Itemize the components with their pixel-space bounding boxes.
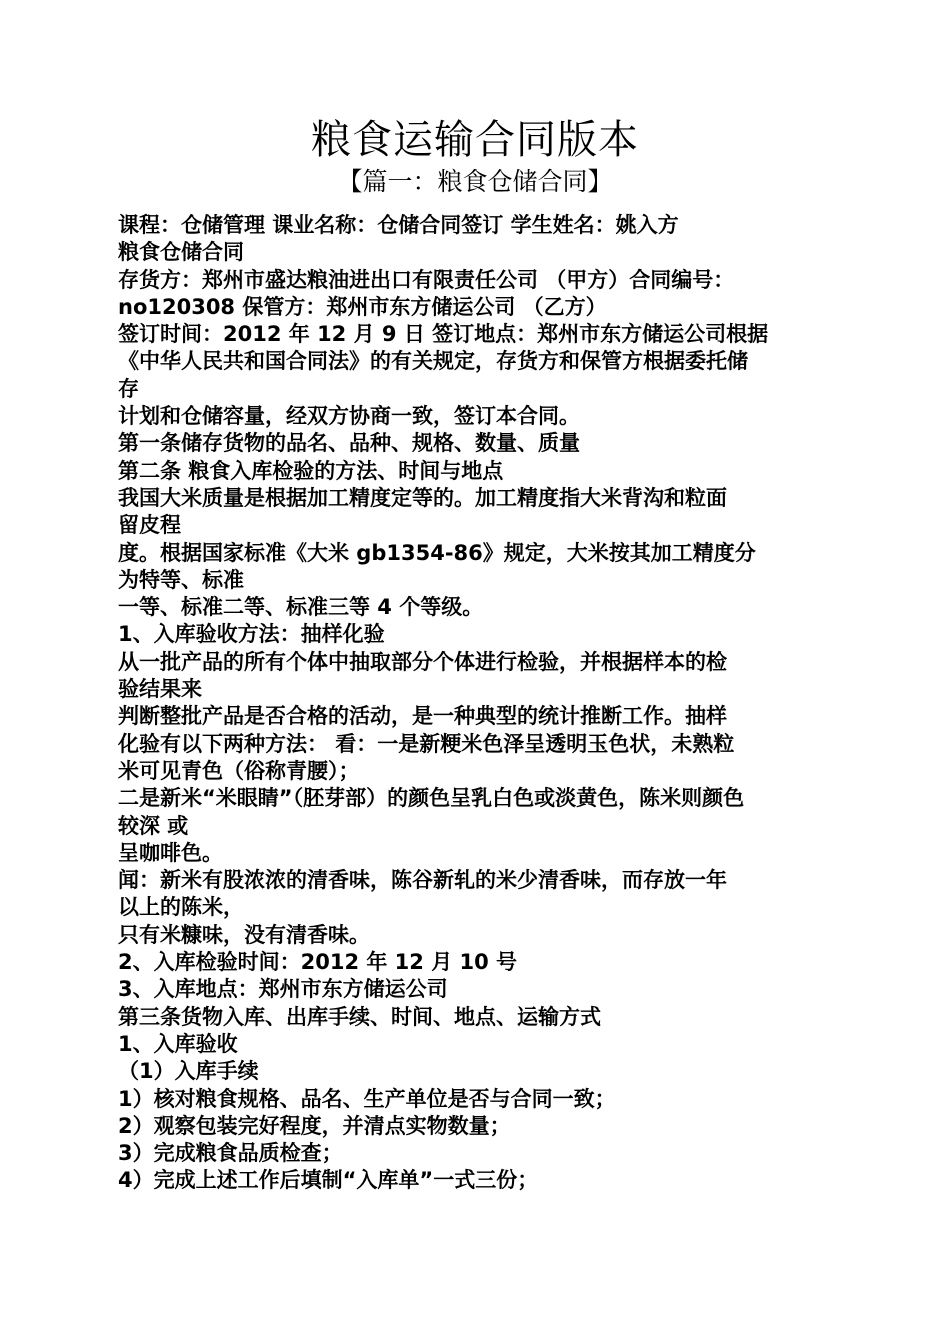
document-title: 粮食运输合同版本 <box>311 117 639 163</box>
body-line: 计划和仓储容量，经双方协商一致，签订本合同。 <box>118 404 580 429</box>
body-line: 我国大米质量是根据加工精度定等的。加工精度指大米背沟和粒面 <box>118 485 727 510</box>
body-line: 3、入库地点：郑州市东方储运公司 <box>118 977 448 1002</box>
body-line: 闻：新米有股浓浓的清香味，陈谷新轧的米少清香味，而存放一年 <box>118 868 727 893</box>
body-line: 3）完成粮食品质检查； <box>118 1141 343 1166</box>
body-line: 粮食仓储合同 <box>118 240 244 265</box>
body-line: 第三条货物入库、出库手续、时间、地点、运输方式 <box>118 1004 601 1029</box>
body-line: 从一批产品的所有个体中抽取部分个体进行检验，并根据样本的检 <box>118 649 727 674</box>
body-line: 1、入库验收 <box>118 1031 238 1056</box>
body-line: 只有米糠味，没有清香味。 <box>118 922 370 947</box>
document-body <box>118 212 838 1195</box>
body-line: 存货方：郑州市盛达粮油进出口有限责任公司 （甲方）合同编号： <box>118 267 735 292</box>
body-line: 课程：仓储管理 课业名称：仓储合同签订 学生姓名：姚入方 <box>118 213 679 237</box>
body-line: 《中华人民共和国合同法》的有关规定，存货方和保管方根据委托储 <box>118 349 748 374</box>
body-line: （1）入库手续 <box>118 1059 259 1084</box>
body-line: 二是新米“米眼睛”（胚芽部）的颜色呈乳白色或淡黄色，陈米则颜色 <box>118 786 745 811</box>
body-line: 存 <box>118 376 139 401</box>
body-line: 2）观察包装完好程度，并清点实物数量； <box>118 1113 511 1138</box>
body-line: 2、入库检验时间：2012 年 12 月 10 号 <box>118 950 518 975</box>
body-line: 1）核对粮食规格、品名、生产单位是否与合同一致； <box>118 1086 616 1111</box>
body-line: 1、入库验收方法：抽样化验 <box>118 622 385 647</box>
body-line: 判断整批产品是否合格的活动，是一种典型的统计推断工作。抽样 <box>118 704 727 729</box>
body-line: 以上的陈米， <box>118 895 244 920</box>
body-line: 4）完成上述工作后填制“入库单”一式三份； <box>118 1168 539 1193</box>
body-line: 第一条储存货物的品名、品种、规格、数量、质量 <box>118 431 580 456</box>
body-line: 第二条 粮食入库检验的方法、时间与地点 <box>118 458 504 483</box>
body-line: 呈咖啡色。 <box>118 840 223 865</box>
body-line: 一等、标准二等、标准三等 4 个等级。 <box>118 595 484 620</box>
body-line: 为特等、标准 <box>118 567 244 592</box>
body-line: no120308 保管方：郑州市东方储运公司 （乙方） <box>118 294 607 319</box>
body-line: 留皮程 <box>118 513 181 538</box>
document-subtitle: 【篇一：粮食仓储合同】 <box>337 167 613 196</box>
body-line: 较深 或 <box>118 813 189 838</box>
body-line: 化验有以下两种方法： 看：一是新粳米色泽呈透明玉色状，未熟粒 <box>118 731 735 756</box>
body-line: 验结果来 <box>118 677 202 702</box>
body-line: 米可见青色（俗称青腰）； <box>118 758 360 783</box>
body-line: 签订时间：2012 年 12 月 9 日 签订地点：郑州市东方储运公司根据 <box>118 322 769 347</box>
body-line: 度。根据国家标准《大米 gb1354-86》规定，大米按其加工精度分 <box>118 540 756 565</box>
